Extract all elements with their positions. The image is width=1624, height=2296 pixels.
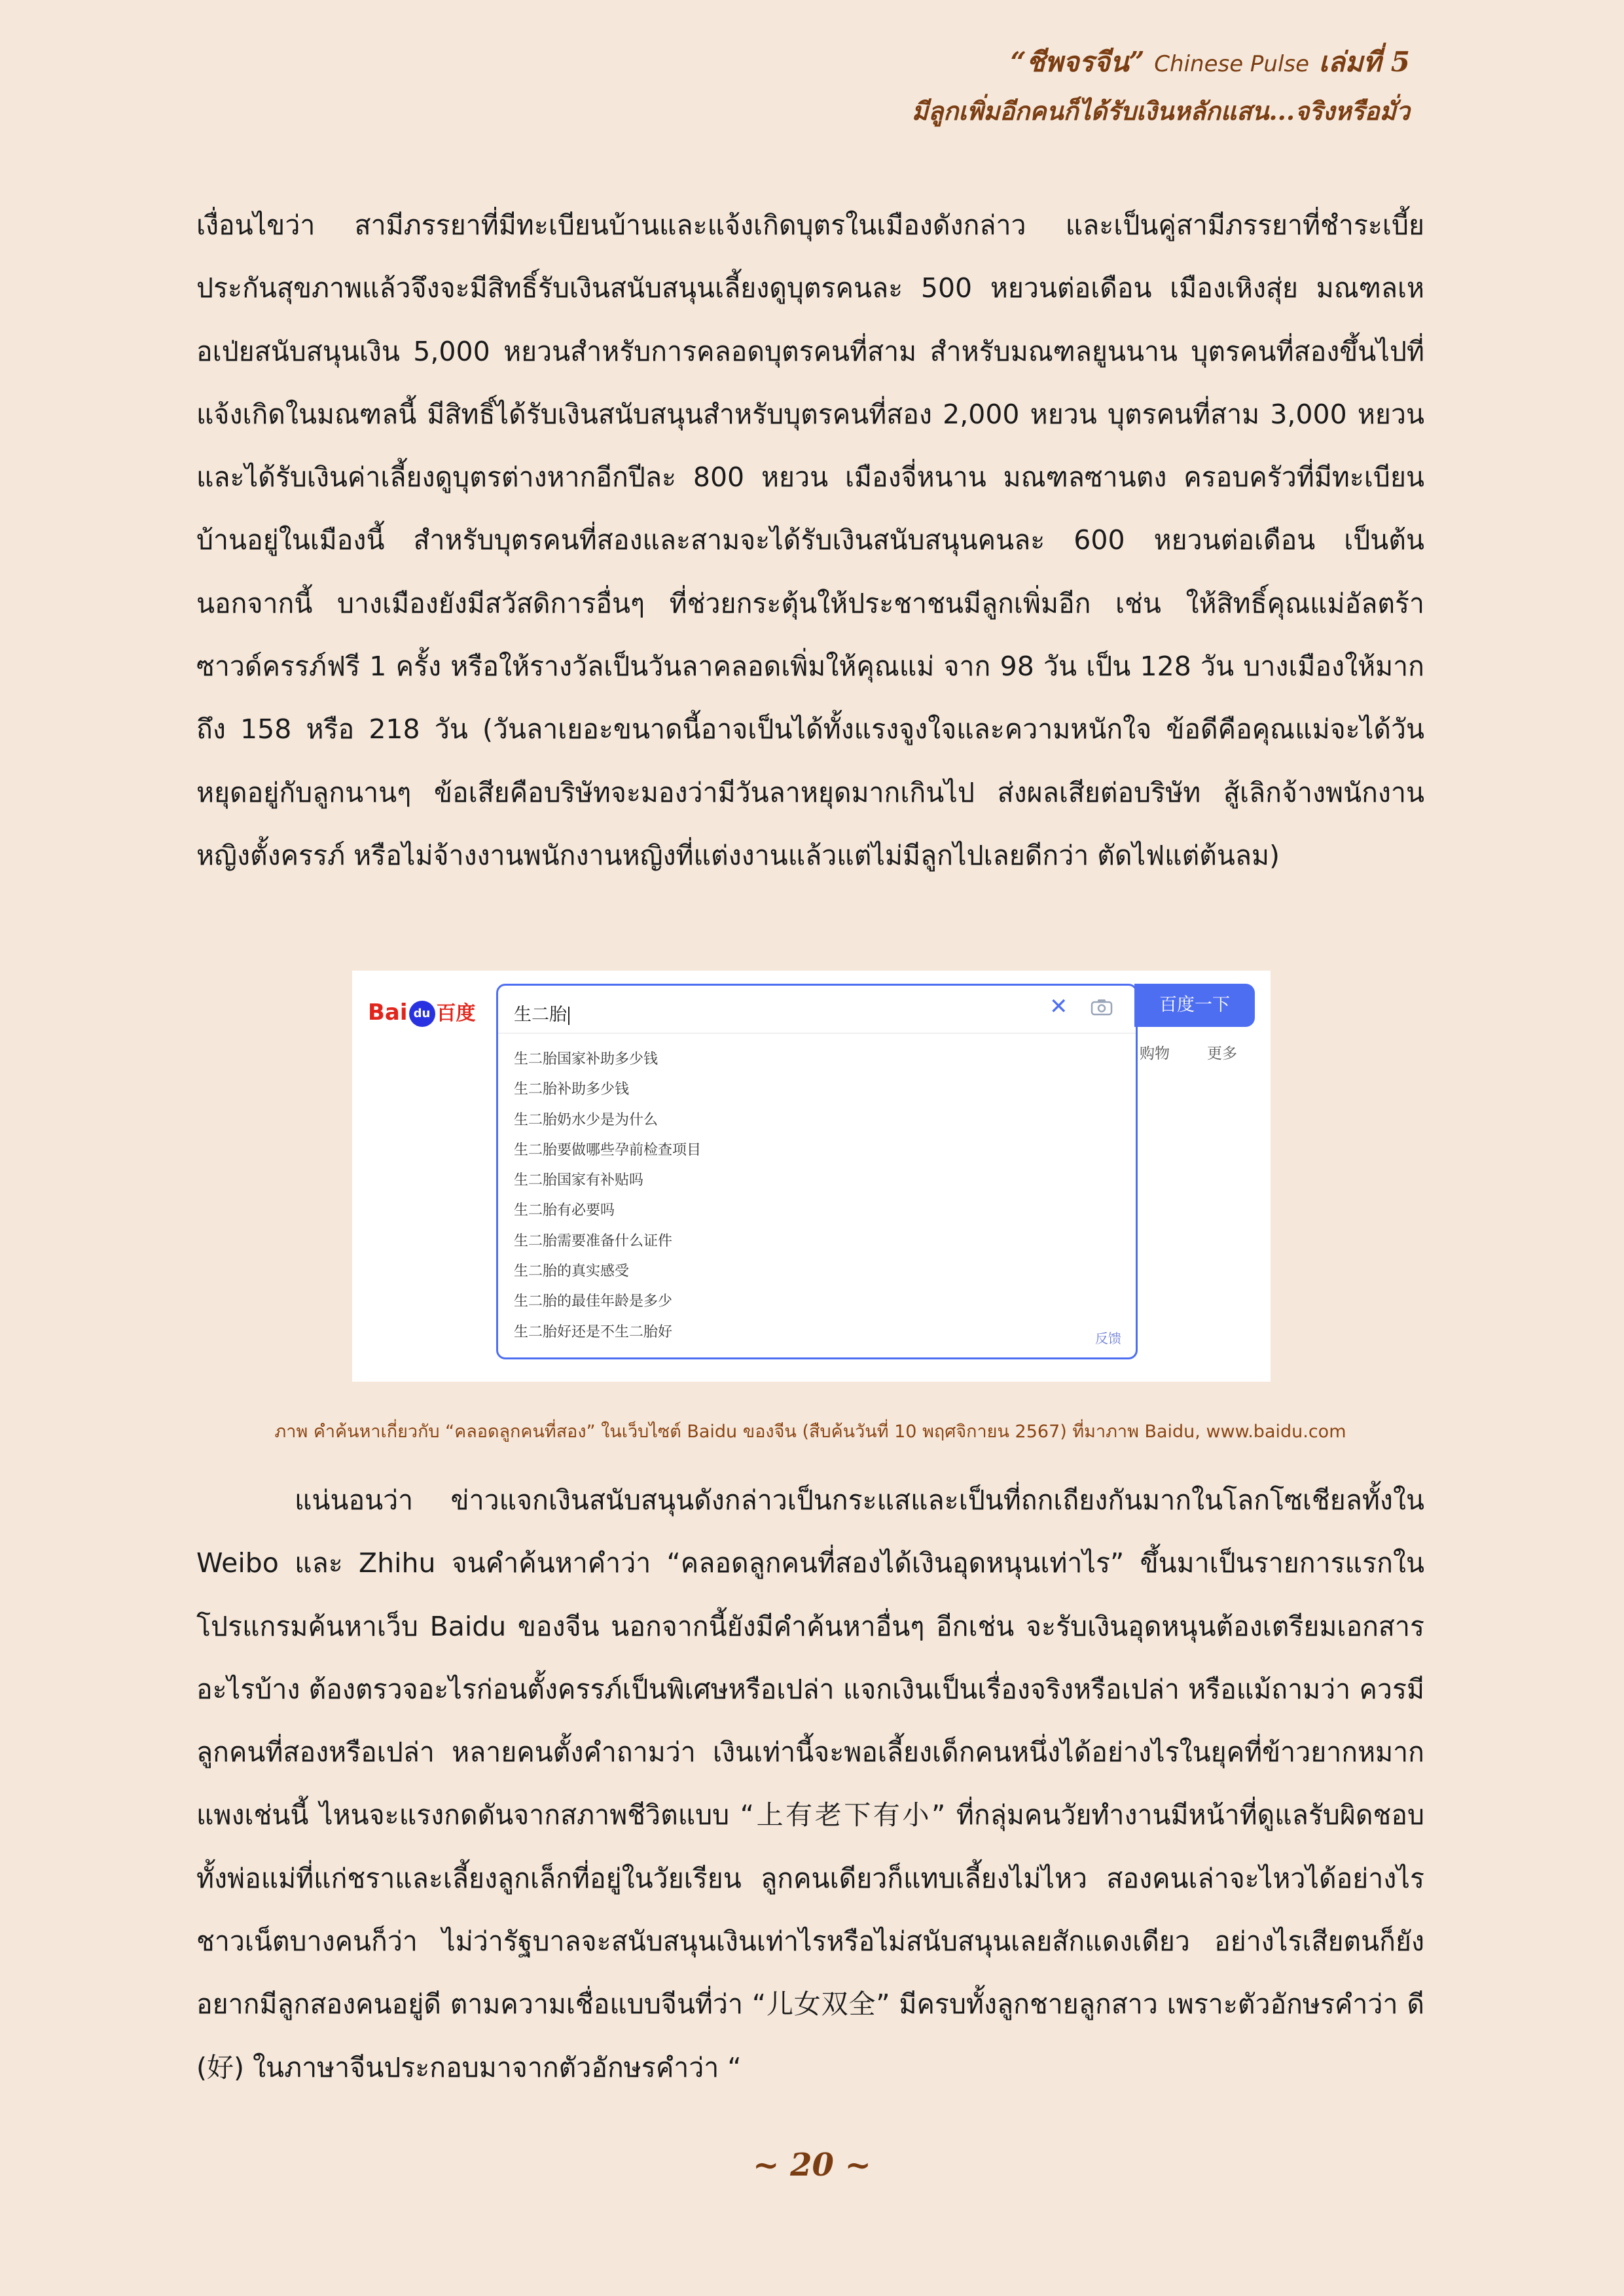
header-title-en: Chinese Pulse bbox=[1154, 51, 1310, 77]
suggestion-item[interactable]: 生二胎国家有补贴吗 bbox=[514, 1172, 644, 1189]
baidu-logo[interactable] bbox=[368, 997, 476, 1027]
baidu-logo-cn: 百度 bbox=[436, 1002, 476, 1025]
page-number: ~ 20 ~ bbox=[753, 2147, 871, 2183]
header-subtitle: มีลูกเพิ่มอีกคนก็ได้รับเงินหลักแสน...จริงหรือมั่ว bbox=[911, 96, 1410, 126]
header-title-thai: “ชีพจรจีน” bbox=[1010, 46, 1145, 78]
suggestion-item[interactable]: 生二胎好还是不生二胎好 bbox=[514, 1323, 673, 1340]
nav-link-more[interactable]: 更多 bbox=[1207, 1045, 1237, 1062]
suggestion-item[interactable]: 生二胎补助多少钱 bbox=[514, 1081, 630, 1098]
body-paragraph-2: แน่นอนว่า ข่าวแจกเงินสนับสนุนดังกล่าวเป็นกระแสและเป็นที่ถกเถียงกันมากในโลกโซเชียลทั้งใน Weibo และ Zhihu จนคำค้นหาคำว่า “คลอดลูกคนที่สองได้เงินอุดหนุนเท่าไร” ขึ้นมาเป็นรายการแรกในโปรแกรมค้นหาเว็บ Baidu ของจีน นอกจากนี้ยังมีคำค้นหาอื่นๆ อีกเช่น จะรับเงินอุดหนุนต้องเตรียมเอกสารอะไรบ้าง ต้องตรวจอะไรก่อนตั้งครรภ์เป็นพิเศษหรือเปล่า แจกเงินเป็นเรื่องจริงหรือเปล่า หรือแม้ถามว่า ควรมีลูกคนที่สองหรือเปล่า หลายคนตั้งคำถามว่า เงินเท่านี้จะพอเลี้ยงเด็กคนหนึ่งได้อย่างไรในยุคที่ข้าวยากหมากแพงเช่นนี้ ไหนจะแรงกดดันจากสภาพชีวิตแบบ “上有老下有小” ที่กลุ่มคนวัยทำงานมีหน้าที่ดูแลรับผิดชอบทั้งพ่อแม่ที่แก่ชราและเลี้ยงลูกเล็กที่อยู่ในวัยเรียน ลูกคนเดียวก็แทบเลี้ยงไม่ไหว สองคนเล่าจะไหวได้อย่างไร ชาวเน็ตบางคนก็ว่า ไม่ว่ารัฐบาลจะสนับสนุนเงินเท่าไรหรือไม่สนับสนุนเลยสักแดงเดียว อย่างไรเสียตนก็ยังอยากมีลูกสองคนอยู่ดี ตามความเชื่อแบบจีนที่ว่า “儿女双全” มีครบทั้งลูกชายลูกสาว เพราะตัวอักษรคำว่า ดี (好) ในภาษาจีนประกอบมาจากตัวอักษรคำว่า “ bbox=[196, 1484, 1424, 2083]
suggestion-item[interactable]: 生二胎国家补助多少钱 bbox=[514, 1051, 659, 1067]
search-input[interactable]: 生二胎 bbox=[514, 1000, 569, 1026]
body-paragraph-1: เงื่อนไขว่า สามีภรรยาที่มีทะเบียนบ้านและแจ้งเกิดบุตรในเมืองดังกล่าว และเป็นคู่สามีภรรยาที่ชำระเบี้ยประกันสุขภาพแล้วจึงจะมีสิทธิ์รับเงินสนับสนุนเลี้ยงดูบุตรคนละ 500 หยวนต่อเดือน เมืองเหิงสุ่ย มณฑลเหอเป่ยสนับสนุนเงิน 5,000 หยวนสำหรับการคลอดบุตรคนที่สาม สำหรับมณฑลยูนนาน บุตรคนที่สองขึ้นไปที่แจ้งเกิดในมณฑลนี้ มีสิทธิ์ได้รับเงินสนับสนุนสำหรับบุตรคนที่สอง 2,000 หยวน บุตรคนที่สาม 3,000 หยวน และได้รับเงินค่าเลี้ยงดูบุตรต่างหากอีกปีละ 800 หยวน เมืองจี่หนาน มณฑลซานตง ครอบครัวที่มีทะเบียนบ้านอยู่ในเมืองนี้ สำหรับบุตรคนที่สองและสามจะได้รับเงินสนับสนุนคนละ 600 หยวนต่อเดือน เป็นต้น นอกจากนี้ บางเมืองยังมีสวัสดิการอื่นๆ ที่ช่วยกระตุ้นให้ประชาชนมีลูกเพิ่มอีก เช่น ให้สิทธิ์คุณแม่อัลตร้าซาวด์ครรภ์ฟรี 1 ครั้ง หรือให้รางวัลเป็นวันลาคลอดเพิ่มให้คุณแม่ จาก 98 วัน เป็น 128 วัน บางเมืองให้มากถึง 158 หรือ 218 วัน (วันลาเยอะขนาดนี้อาจเป็นได้ทั้งแรงจูงใจและความหนักใจ ข้อดีคือคุณแม่จะได้วันหยุดอยู่กับลูกนานๆ ข้อเสียคือบริษัทจะมองว่ามีวันลาหยุดมากเกินไป ส่งผลเสียต่อบริษัท สู้เลิกจ้างพนักงานหญิงตั้งครรภ์ หรือไม่จ้างงานพนักงานหญิงที่แต่งงานแล้วแต่ไม่มีลูกไปเลยดีกว่า ตัดไฟแต่ต้นลม) bbox=[196, 209, 1424, 871]
baidu-logo-bai: Bai bbox=[368, 999, 408, 1026]
suggestion-item[interactable]: 生二胎的真实感受 bbox=[514, 1263, 630, 1280]
search-button[interactable]: 百度一下 bbox=[1134, 984, 1255, 1027]
header-title bbox=[912, 38, 1410, 88]
feedback-link[interactable]: 反馈 bbox=[1095, 1331, 1121, 1346]
suggestion-item[interactable]: 生二胎的最佳年龄是多少 bbox=[514, 1293, 673, 1310]
running-header bbox=[912, 38, 1410, 134]
baidu-paw-icon: du bbox=[409, 1001, 435, 1027]
suggestion-item[interactable]: 生二胎需要准备什么证件 bbox=[514, 1232, 673, 1249]
header-volume: เล่มที่ 5 bbox=[1318, 46, 1410, 78]
camera-icon[interactable] bbox=[1091, 999, 1113, 1016]
clear-icon[interactable]: ✕ bbox=[1049, 994, 1068, 1020]
figure-caption: ภาพ คำค้นหาเกี่ยวกับ “คลอดลูกคนที่สอง” ในเว็บไซต์ Baidu ของจีน (สืบค้นวันที่ 10 พฤศจิกายน 2567) ที่มาภาพ Baidu, www.baidu.com bbox=[274, 1422, 1346, 1442]
search-box[interactable] bbox=[496, 984, 1138, 1359]
baidu-screenshot-figure bbox=[352, 971, 1271, 1382]
suggestion-list bbox=[514, 1045, 701, 1348]
nav-link-shopping[interactable]: 购物 bbox=[1140, 1045, 1170, 1062]
suggestion-item[interactable]: 生二胎要做哪些孕前检查项目 bbox=[514, 1141, 702, 1158]
suggestion-item[interactable]: 生二胎奶水少是为什么 bbox=[514, 1111, 659, 1128]
suggestion-item[interactable]: 生二胎有必要吗 bbox=[514, 1202, 615, 1219]
